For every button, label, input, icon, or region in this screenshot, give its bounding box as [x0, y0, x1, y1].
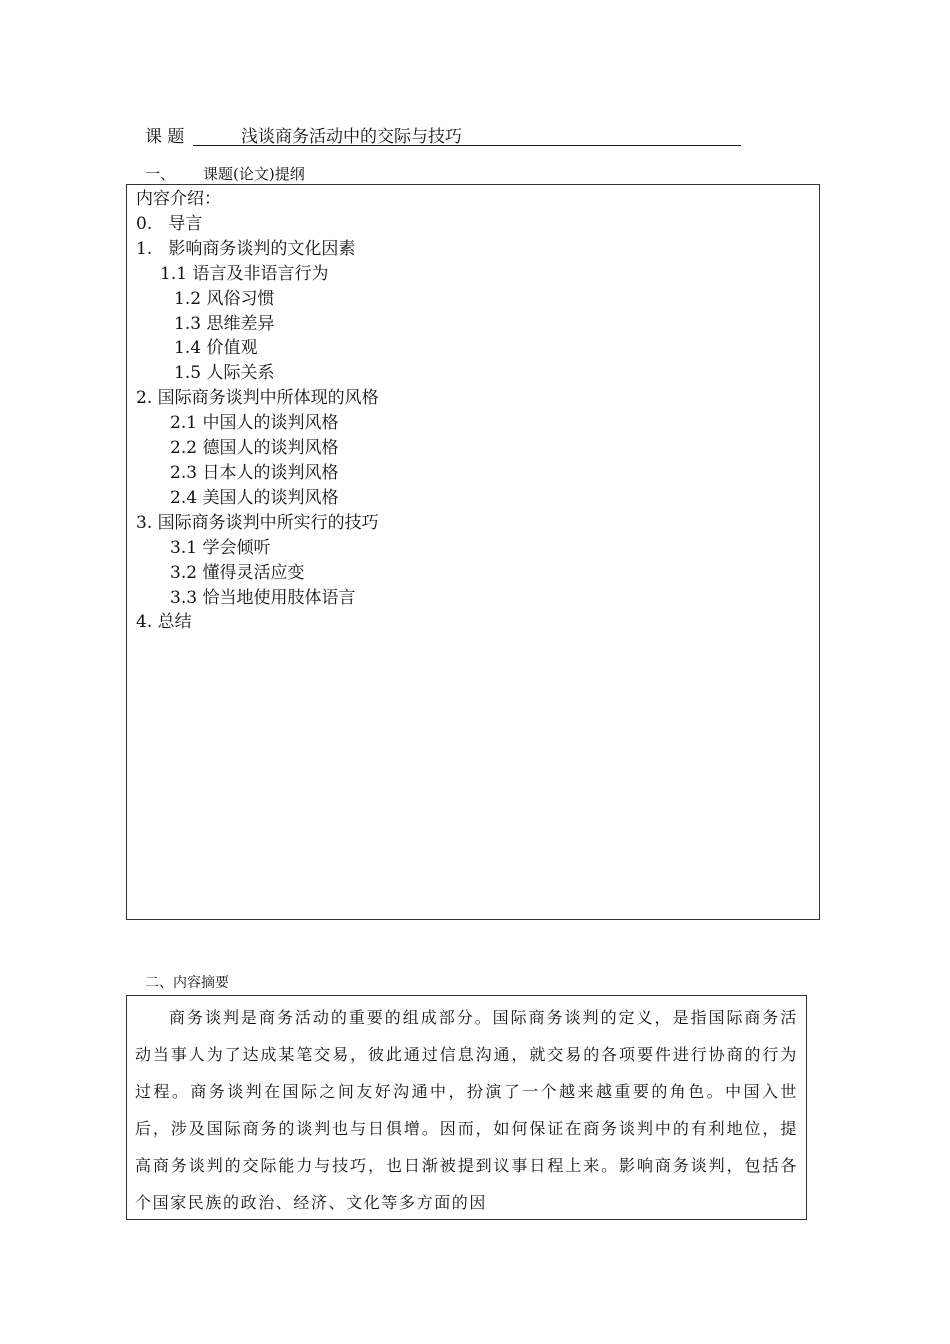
- summary-box: [126, 995, 807, 1220]
- topic-label: 课 题: [145, 127, 185, 147]
- outline-item: 0. 导言: [136, 213, 203, 234]
- outline-item: 4. 总结: [136, 612, 192, 633]
- outline-subitem: 1.4 价值观: [174, 338, 258, 359]
- topic-title: 浅谈商务活动中的交际与技巧: [193, 124, 741, 146]
- outline-subitem: 2.2 德国人的谈判风格: [170, 438, 339, 459]
- outline-item: 2. 国际商务谈判中所体现的风格: [136, 388, 379, 409]
- outline-subitem: 2.1 中国人的谈判风格: [170, 413, 339, 434]
- outline-item: 3. 国际商务谈判中所实行的技巧: [136, 512, 379, 533]
- section-title: 课题(论文)提纲: [203, 165, 305, 183]
- outline-subitem: 2.4 美国人的谈判风格: [170, 487, 339, 508]
- outline-subitem: 3.2 懂得灵活应变: [170, 562, 305, 583]
- summary-paragraph: 商务谈判是商务活动的重要的组成部分。国际商务谈判的定义，是指国际商务活动当事人为了达成某笔交易，彼此通过信息沟通，就交易的各项要件进行协商的行为过程。商务谈判在国际之间友好沟通中，扮演了一个越来越重要的角色。中国入世后，涉及国际商务的谈判也与日俱增。因而，如何保证在商务谈判中的有利地位，提高商务谈判的交际能力与技巧，也日渐被提到议事日程上来。影响商务谈判，包括各个国家民族的政治、经济、文化等多方面的因: [135, 1008, 798, 1212]
- outline-subitem: 3.1 学会倾听: [170, 537, 271, 558]
- outline-intro-label: 内容介绍：: [136, 189, 221, 209]
- outline-subitem: 1.2 风俗习惯: [174, 288, 275, 309]
- outline-subitem: 1.3 思维差异: [174, 313, 275, 334]
- section-number: 一、: [145, 165, 176, 183]
- outline-box: [126, 184, 820, 920]
- section-summary-heading: 二、内容摘要: [145, 975, 229, 991]
- topic-row: [145, 124, 745, 150]
- section-outline-heading: [145, 163, 305, 185]
- outline-list: [136, 187, 379, 635]
- outline-subitem: 1.5 人际关系: [174, 363, 275, 384]
- outline-item: 1. 影响商务谈判的文化因素: [136, 238, 356, 259]
- outline-subitem: 1.1 语言及非语言行为: [160, 263, 329, 284]
- outline-subitem: 2.3 日本人的谈判风格: [170, 462, 339, 483]
- outline-subitem: 3.3 恰当地使用肢体语言: [170, 587, 356, 608]
